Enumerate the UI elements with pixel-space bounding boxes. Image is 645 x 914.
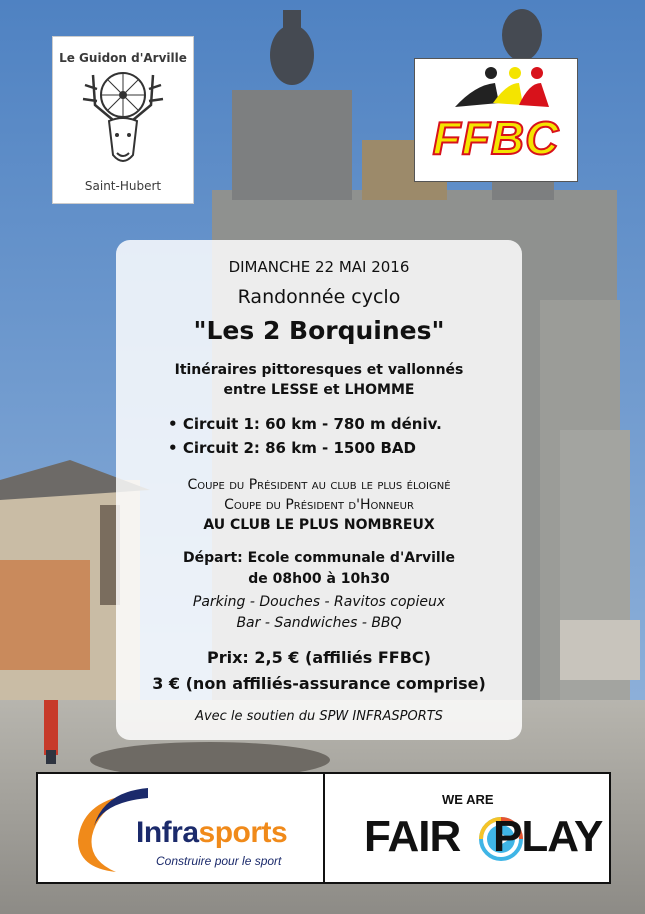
support-line: Avec le soutien du SPW INFRASPORTS: [195, 709, 443, 724]
we-are-label: WE ARE: [442, 792, 494, 807]
circuit-1: Circuit 1: 60 km - 780 m déniv.: [182, 415, 442, 433]
sports-part: sports: [198, 816, 288, 849]
cup-line1: Coupe du Président au club le plus éloigné: [187, 477, 451, 493]
infra-part: Infra: [136, 816, 199, 849]
price-affiliated: Prix: 2,5 € (affiliés FFBC): [207, 648, 431, 667]
infrasports-tagline: Construire pour le sport: [156, 854, 282, 868]
infrasports-wordmark: [136, 816, 287, 850]
event-type: Randonnée cyclo: [237, 286, 401, 308]
services-line2: Bar - Sandwiches - BBQ: [236, 615, 402, 631]
fair-word: FAIR: [364, 812, 461, 861]
list-item: • Circuit 1: 60 km - 780 m déniv.: [168, 415, 442, 433]
departure-place: Départ: Ecole communale d'Arville: [182, 550, 455, 566]
cup-line3: AU CLUB LE PLUS NOMBREUX: [203, 517, 435, 533]
list-item: • Circuit 2: 86 km - 1500 BAD: [168, 439, 416, 457]
event-date: DIMANCHE 22 MAI 2016: [228, 258, 410, 276]
event-info-panel: [116, 240, 522, 740]
logo-left-subtitle: Saint-Hubert: [84, 179, 162, 193]
circuit-list: [168, 412, 442, 460]
cup-line2: Coupe du Président d'Honneur: [224, 497, 414, 513]
stag-wheel-icon: [73, 65, 173, 177]
price-non-affiliated: 3 € (non affiliés-assurance comprise): [152, 674, 486, 693]
ffbc-wordmark: FFBC: [432, 112, 560, 164]
ffbc-logo: [414, 58, 578, 182]
logo-left-title: Le Guidon d'Arville: [59, 51, 187, 65]
event-description-line1: Itinéraires pittoresques et vallonnés: [174, 362, 464, 378]
sponsor-band: [36, 772, 611, 884]
sponsor-divider: [323, 774, 325, 882]
guidon-arville-logo: [52, 36, 194, 204]
services-line1: Parking - Douches - Ravitos copieux: [192, 594, 446, 610]
event-description-line2: entre LESSE et LHOMME: [223, 382, 415, 398]
circuit-2: Circuit 2: 86 km - 1500 BAD: [182, 439, 416, 457]
event-title: "Les 2 Borquines": [193, 316, 445, 345]
cyclists-icon: [415, 59, 579, 119]
play-word: PLAY: [493, 812, 603, 861]
departure-time: de 08h00 à 10h30: [248, 571, 390, 587]
